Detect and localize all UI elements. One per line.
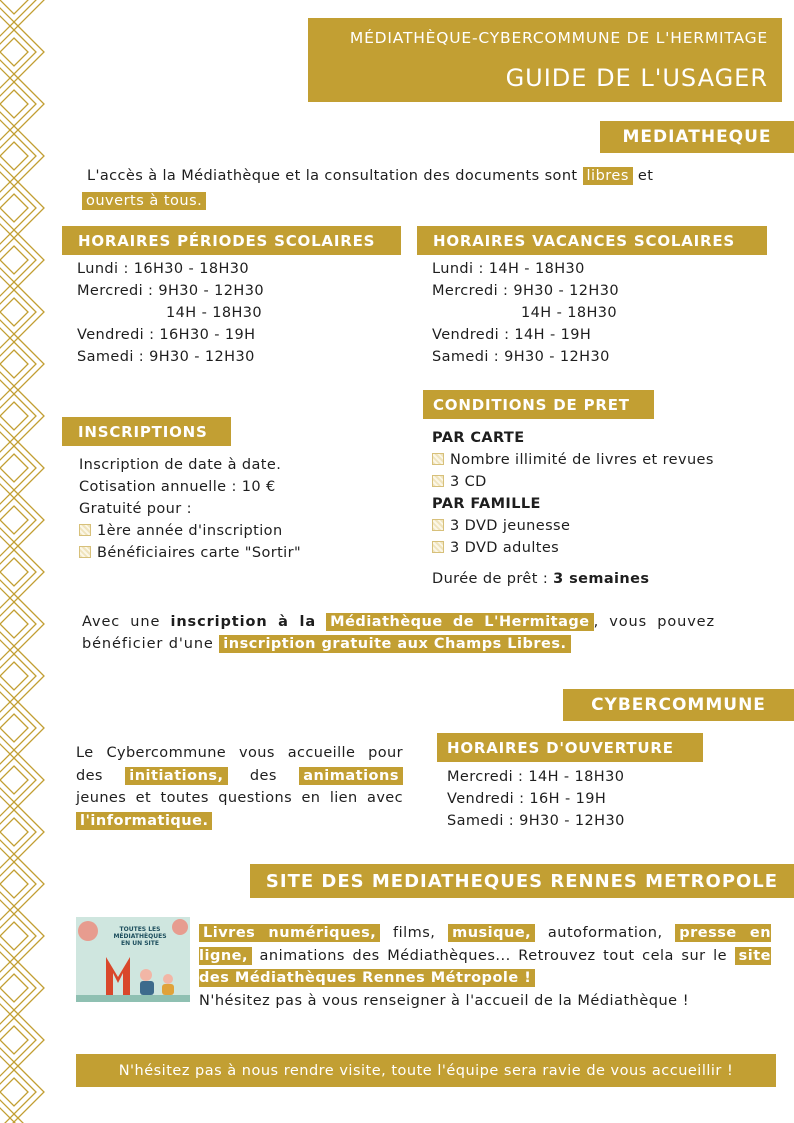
highlight-musique: musique, (448, 924, 535, 942)
diamond-shape (0, 402, 28, 430)
schedule-line: 14H - 18H30 (521, 305, 618, 321)
diamond-shape (0, 498, 36, 542)
champs-text: Avec une (82, 614, 161, 630)
cyber-text: des (249, 767, 277, 784)
header-subtitle: MÉDIATHÈQUE-CYBERCOMMUNE DE L'HERMITAGE (349, 29, 768, 47)
section-heading-mediatheque-text: MEDIATHEQUE (622, 127, 772, 147)
diamond-shape (0, 542, 44, 602)
heading-conditions-pret (423, 390, 654, 419)
diamond-shape (0, 386, 44, 446)
diamond-shape (0, 438, 44, 498)
schedule-line: Samedi : 9H30 - 12H30 (77, 349, 255, 365)
cybercommune-paragraph (76, 742, 403, 832)
list-item-text: 3 DVD jeunesse (450, 518, 571, 534)
diamond-shape (0, 230, 44, 290)
diamond-shape (0, 194, 28, 222)
diamond-shape (0, 862, 36, 906)
site-text: films, (392, 925, 436, 941)
footer-text: N'hésitez pas à nous rendre visite, toute l'équipe sera ravie de vous accueillir ! (118, 1062, 734, 1079)
diamond-shape (0, 506, 28, 534)
heading-inscriptions-text: INSCRIPTIONS (78, 422, 208, 441)
section-heading-cybercommune (563, 689, 794, 721)
diamond-shape (0, 178, 44, 238)
diamond-shape (0, 854, 44, 914)
horaires-vacances-list (432, 258, 619, 368)
diamond-shape (0, 602, 36, 646)
diamond-shape (0, 966, 36, 1010)
diamond-shape (0, 0, 36, 22)
diamond-shape (0, 350, 28, 378)
cyber-hours-list (447, 766, 625, 832)
list-item-text: Bénéficiaires carte "Sortir" (97, 545, 302, 561)
list-item (432, 537, 714, 559)
mediatheque-intro (82, 164, 742, 214)
diamond-shape (0, 974, 28, 1002)
diamond-shape (0, 238, 36, 282)
intro-text-and: et (637, 168, 654, 184)
diamond-shape (0, 654, 36, 698)
section-heading-mediatheque (600, 121, 794, 153)
footer-banner (76, 1054, 776, 1087)
conditions-list (432, 427, 714, 590)
inscription-line: Gratuité pour : (79, 501, 192, 517)
diamond-shape (0, 298, 28, 326)
highlight-initiations: initiations, (125, 767, 227, 785)
list-item-text: Nombre illimité de livres et revues (450, 452, 714, 468)
horaires-scolaires-list (77, 258, 264, 368)
list-item-text: 1ère année d'inscription (97, 523, 283, 539)
diamond-shape (0, 870, 28, 898)
diamond-shape (0, 282, 44, 342)
highlight-livres-numeriques: Livres numériques, (199, 924, 380, 942)
diamond-shape (0, 810, 36, 854)
diamond-shape (0, 750, 44, 810)
heading-horaires-vacances (417, 226, 767, 255)
diamond-shape (0, 1070, 36, 1114)
diamond-shape (0, 90, 28, 118)
highlight-champs-libres: inscription gratuite aux Champs Libres. (219, 635, 570, 653)
intro-highlight-libres: libres (583, 167, 633, 185)
diamond-shape (0, 1078, 28, 1106)
diamond-shape (0, 446, 36, 490)
schedule-line: Vendredi : 16H - 19H (447, 791, 607, 807)
highlight-presse: presse en ligne, (199, 925, 772, 964)
duree-label: Durée de prêt : (432, 571, 549, 587)
diamond-shape (0, 74, 44, 134)
diamond-shape (0, 610, 28, 638)
promo-image-caption: TOUTES LES MÉDIATHÈQUES EN UN SITE (113, 926, 167, 947)
diamond-shape (0, 914, 36, 958)
diamond-shape (0, 38, 28, 66)
diamond-shape (0, 82, 36, 126)
list-item (79, 520, 301, 542)
diamond-shape (0, 1026, 28, 1054)
diamond-shape (0, 818, 28, 846)
highlight-informatique: l'informatique. (76, 812, 212, 830)
duree-pret (432, 568, 714, 590)
site-paragraph (199, 922, 781, 1012)
checkbox-icon (432, 541, 444, 553)
diamond-shape (0, 490, 44, 550)
diamond-shape (0, 698, 44, 758)
diamond-shape (0, 334, 44, 394)
diamond-shape (0, 1062, 44, 1122)
list-item (79, 542, 301, 564)
checkbox-icon (432, 475, 444, 487)
intro-text: L'accès à la Médiathèque et la consultation des documents sont (87, 168, 578, 184)
diamond-shape (0, 134, 36, 178)
inscriptions-list (79, 454, 301, 564)
checkbox-icon (79, 546, 91, 558)
heading-horaires-ouverture (437, 733, 703, 762)
highlight-mediatheque-hermitage: Médiathèque de L'Hermitage (326, 613, 593, 631)
diamond-shape (0, 22, 44, 82)
diamond-shape (0, 922, 28, 950)
highlight-animations: animations (299, 767, 403, 785)
mediatheques-promo-image (76, 917, 190, 1002)
section-heading-site-text: SITE DES MEDIATHEQUES RENNES METROPOLE (265, 870, 779, 892)
diamond-shape (0, 594, 44, 654)
section-heading-cybercommune-text: CYBERCOMMUNE (591, 695, 766, 715)
site-text-block (199, 922, 771, 990)
diamond-shape (0, 758, 36, 802)
diamond-shape (0, 802, 44, 862)
champs-bold: inscription à la (170, 614, 317, 630)
site-text-accueil: N'hésitez pas à vous renseigner à l'accueil de la Médiathèque ! (199, 992, 690, 1009)
page-title: GUIDE DE L'USAGER (505, 64, 768, 92)
list-item-text: 3 CD (450, 474, 487, 490)
section-heading-site (250, 864, 794, 898)
diamond-shape (0, 1018, 36, 1062)
schedule-line: Vendredi : 16H30 - 19H (77, 327, 256, 343)
diamond-shape (0, 342, 36, 386)
highlight-site-rennes: site des Médiathèques Rennes Métropole ! (199, 947, 772, 986)
heading-inscriptions (62, 417, 231, 446)
cyber-text: jeunes et toutes questions en lien avec (76, 790, 403, 806)
diamond-shape (0, 30, 36, 74)
champs-libres-paragraph (82, 611, 715, 655)
diamond-shape (0, 646, 44, 706)
duree-value: 3 semaines (553, 571, 650, 587)
schedule-line: Vendredi : 14H - 19H (432, 327, 592, 343)
schedule-line: Mercredi : 9H30 - 12H30 (432, 283, 619, 299)
diamond-shape (0, 290, 36, 334)
diamond-shape (0, 186, 36, 230)
list-item-text: 3 DVD adultes (450, 540, 560, 556)
checkbox-icon (79, 524, 91, 536)
heading-conditions-pret-text: CONDITIONS DE PRET (433, 395, 630, 414)
diamond-shape (0, 558, 28, 586)
diamond-shape (0, 454, 28, 482)
diamond-shape (0, 142, 28, 170)
diamond-shape (0, 550, 36, 594)
schedule-line: Lundi : 14H - 18H30 (432, 261, 585, 277)
site-text: animations des Médiathèques... Retrouvez tout cela sur le (259, 947, 728, 964)
schedule-line: Mercredi : 9H30 - 12H30 (77, 283, 264, 299)
champs-text: , vous pouvez bénéficier d'une (82, 614, 716, 652)
diamond-border-decoration (0, 0, 50, 1123)
list-item (432, 515, 714, 537)
cyber-text: Le Cybercommune vous accueille pour des (76, 745, 403, 784)
heading-horaires-scolaires-text: HORAIRES PÉRIODES SCOLAIRES (78, 231, 376, 250)
schedule-line: Mercredi : 14H - 18H30 (447, 769, 625, 785)
diamond-shape (0, 246, 28, 274)
diamond-shape (0, 1010, 44, 1070)
inscription-line: Inscription de date à date. (79, 457, 282, 473)
list-item (432, 449, 714, 471)
heading-horaires-scolaires (62, 226, 401, 255)
diamond-shape (0, 958, 44, 1018)
checkbox-icon (432, 453, 444, 465)
par-famille-label: PAR FAMILLE (432, 496, 541, 512)
diamond-shape (0, 662, 28, 690)
header-banner (308, 18, 782, 102)
diamond-shape (0, 906, 44, 966)
intro-highlight-ouverts: ouverts à tous. (82, 192, 206, 210)
list-item (432, 471, 714, 493)
diamond-shape (0, 126, 44, 186)
diamond-shape (0, 766, 28, 794)
schedule-line: Lundi : 16H30 - 18H30 (77, 261, 249, 277)
schedule-line: 14H - 18H30 (166, 305, 263, 321)
checkbox-icon (432, 519, 444, 531)
inscription-line: Cotisation annuelle : 10 € (79, 479, 276, 495)
schedule-line: Samedi : 9H30 - 12H30 (432, 349, 610, 365)
heading-horaires-vacances-text: HORAIRES VACANCES SCOLAIRES (433, 231, 736, 250)
par-carte-label: PAR CARTE (432, 430, 525, 446)
schedule-line: Samedi : 9H30 - 12H30 (447, 813, 625, 829)
heading-horaires-ouverture-text: HORAIRES D'OUVERTURE (447, 738, 674, 757)
diamond-shape (0, 706, 36, 750)
diamond-shape (0, 394, 36, 438)
site-text: autoformation, (547, 925, 663, 941)
diamond-shape (0, 714, 28, 742)
